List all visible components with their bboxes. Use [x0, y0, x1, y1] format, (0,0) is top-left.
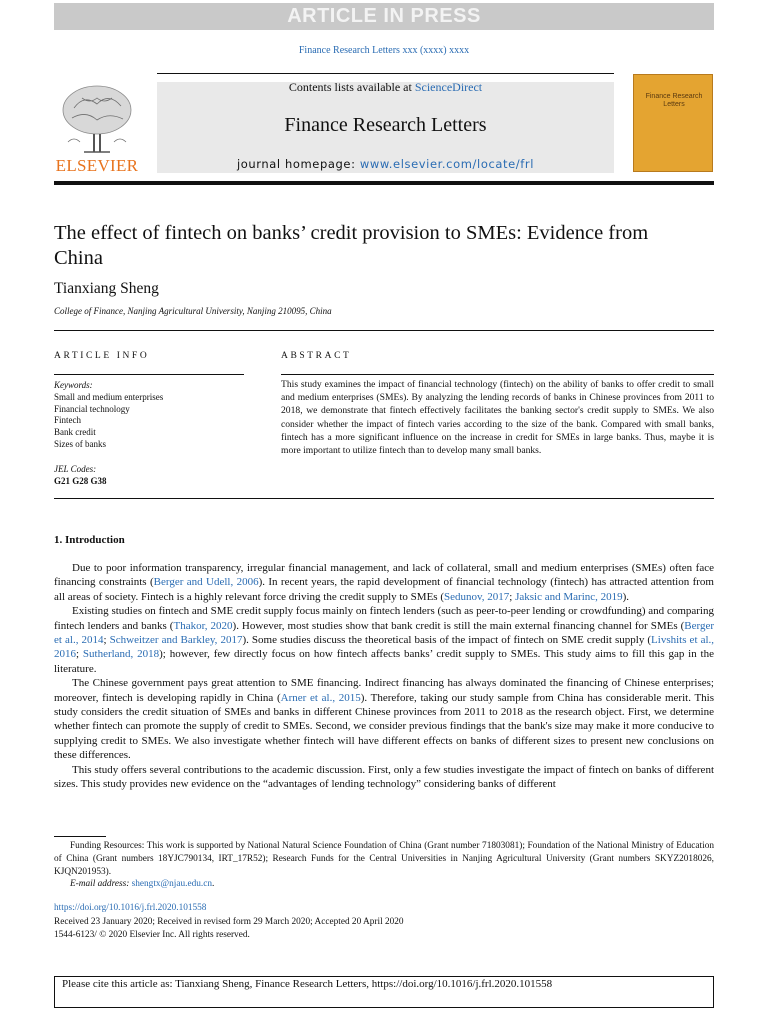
- journal-title: Finance Research Letters: [284, 114, 487, 136]
- elsevier-wordmark: ELSEVIER: [55, 156, 139, 175]
- header-top-rule: [157, 73, 614, 74]
- email-line: [70, 879, 214, 889]
- paragraph-text: ;: [103, 634, 110, 647]
- intro-paragraph: [54, 676, 714, 762]
- paragraph-text: ). However, most studies show that bank credit is still the main external financing channel for SMEs (: [232, 619, 685, 632]
- footnote-rule: [54, 836, 106, 837]
- contents-prefix: Contents lists available at: [288, 80, 415, 94]
- citation-text: Please cite this article as: Tianxiang Sheng, Finance Research Letters, https://doi.org/10.1016/j.frl.2020.101558: [62, 978, 553, 990]
- citation-link[interactable]: Berger and Udell, 2006: [153, 576, 259, 589]
- journal-reference-link[interactable]: Finance Research Letters xxx (xxxx) xxxx: [298, 45, 470, 56]
- header-thick-rule: [54, 181, 714, 185]
- author-affiliation: College of Finance, Nanjing Agricultural University, Nanjing 210095, China: [54, 306, 332, 316]
- journal-homepage: [157, 157, 614, 171]
- abstract-rule: [281, 374, 714, 375]
- citation-link[interactable]: Thakor, 2020: [173, 619, 233, 632]
- paragraph-text: Due to poor information transparency, irregular financial management, and lack of collateral, small and medium enterprises (SMEs) often face financing constraints (: [54, 562, 714, 589]
- funding-text: Funding Resources: This work is supported by National Natural Science Foundation of China (Grant number 71803081); Foundation of the National Ministry of Education of China (Grant numbers 18YJC790134, IRT_17R52); Research Funds for the Central Universities in Nanjing Agricultural University (Grant numbers SKYZ2018026, KJQN201953).: [54, 841, 714, 878]
- intro-paragraph: [54, 763, 714, 792]
- divider: [54, 498, 714, 499]
- paragraph-text: ). Some studies discuss the theoretical basis of the impact of fintech on SME credit supply (: [242, 634, 652, 647]
- paragraph-text: The Chinese government pays great attention to SME financing. Indirect financing has always dominated the financing of Chinese enterprises; moreover, fintech is developing rapidly in China (: [54, 677, 714, 704]
- article-info-heading: ARTICLE INFO: [54, 351, 150, 361]
- citation-link[interactable]: Jaksic and Marinc, 2019: [515, 590, 623, 603]
- received-dates: Received 23 January 2020; Received in revised form 29 March 2020; Accepted 20 April 2020: [54, 917, 404, 927]
- citation-link[interactable]: Sedunov, 2017: [444, 590, 510, 603]
- keyword-item: Small and medium enterprises: [54, 391, 164, 402]
- cover-title: Finance Research Letters: [645, 93, 703, 108]
- email-label: E-mail address:: [70, 879, 130, 889]
- section-heading-introduction: 1. Introduction: [54, 534, 125, 546]
- sciencedirect-link[interactable]: ScienceDirect: [414, 80, 483, 94]
- banner-text: ARTICLE IN PRESS: [287, 5, 481, 27]
- keyword-item: Financial technology: [54, 403, 130, 414]
- contents-line: [157, 80, 614, 95]
- jel-label: JEL Codes:: [54, 464, 97, 474]
- citation-link[interactable]: Arner et al., 2015: [280, 691, 361, 704]
- keyword-item: Sizes of banks: [54, 438, 106, 449]
- article-info-rule: [54, 374, 244, 375]
- paragraph-text: ). Therefore, taking our study sample from China has considerable merit. This study considers the credit situation of SMEs and banks in different Chinese provinces from 2011 to 2018 as the research object. First, we determine whether fintech can promote the supply of credit to SMEs. Second, we consider previous findings that the bank's size may make it more conducive to supplying credit to SMEs. We also investigate whether fintech will have different effects on banks of different sizes to present new conclusions on these differences.: [54, 691, 715, 762]
- keywords-block: [54, 380, 163, 451]
- copyright-notice: 1544-6123/ © 2020 Elsevier Inc. All rights reserved.: [54, 930, 250, 940]
- homepage-prefix: journal homepage:: [236, 157, 360, 171]
- email-link[interactable]: shengtx@njau.edu.cn: [131, 879, 212, 889]
- paragraph-text: ). In recent years, the rapid development of financial technology (fintech) has attracted attention from all areas of society. Fintech is a highly relevant force driving the credit supply to SMEs (: [54, 576, 714, 603]
- abstract-heading: ABSTRACT: [281, 351, 352, 361]
- citation-link[interactable]: Berger et al., 2014: [54, 619, 714, 647]
- homepage-link[interactable]: www.elsevier.com/locate/frl: [359, 157, 535, 171]
- keywords-label: Keywords:: [54, 380, 93, 390]
- citation-link[interactable]: Sutherland, 2018: [82, 648, 160, 661]
- email-suffix: .: [211, 879, 215, 889]
- intro-paragraph: [54, 561, 714, 604]
- doi-link[interactable]: https://doi.org/10.1016/j.frl.2020.101558: [54, 903, 207, 913]
- paper-title: The effect of fintech on banks’ credit provision to SMEs: Evidence from China: [54, 222, 649, 269]
- abstract-text: This study examines the impact of financial technology (fintech) on the ability of banks to offer credit to small and medium enterprises (SMEs). By analyzing the lending records of banks in Chinese provinces from 2011 to 2018, we demonstrate that fintech effectively facilitates the banking sector's credit supply to SMEs. We also consider whether the impact of fintech varies according to the size of the bank. Compared with small banks, fintech has a more significant influence on the increase in credit for SMEs in large banks. Thus, maybe it is more important to utilize fintech than to develop many small banks.: [281, 379, 714, 457]
- keyword-item: Fintech: [54, 415, 81, 426]
- keyword-item: Bank credit: [54, 427, 96, 438]
- intro-paragraph: [54, 604, 714, 676]
- paragraph-text: This study offers several contributions to the academic discussion. First, only a few studies investigate the impact of fintech on banks of different sizes. This study provides new evidence on the “advantages of lending technology” considering banks of different: [54, 763, 714, 791]
- paragraph-text: Existing studies on fintech and SME credit supply focus mainly on fintech lenders (such as peer-to-peer lending or crowdfunding) and comparing fintech lenders and banks (: [54, 605, 714, 632]
- funding-footnote: [54, 840, 714, 880]
- paragraph-text: ).: [622, 590, 630, 603]
- citation-link[interactable]: Schweitzer and Barkley, 2017: [109, 634, 243, 647]
- introduction-body: [54, 561, 714, 792]
- author-name[interactable]: Tianxiang Sheng: [54, 280, 159, 297]
- paragraph-text: ); however, few directly focus on how fintech affects banks’ credit supply to SMEs. This study aims to fill this gap in the literature.: [54, 648, 714, 675]
- jel-codes: G21 G28 G38: [54, 476, 107, 486]
- article-in-press-banner: [54, 3, 714, 30]
- citation-link[interactable]: Livshits et al., 2016: [54, 634, 715, 661]
- divider: [54, 330, 714, 331]
- paragraph-text: ;: [76, 648, 83, 661]
- journal-cover-thumbnail[interactable]: [633, 74, 713, 172]
- paragraph-text: ;: [509, 590, 516, 603]
